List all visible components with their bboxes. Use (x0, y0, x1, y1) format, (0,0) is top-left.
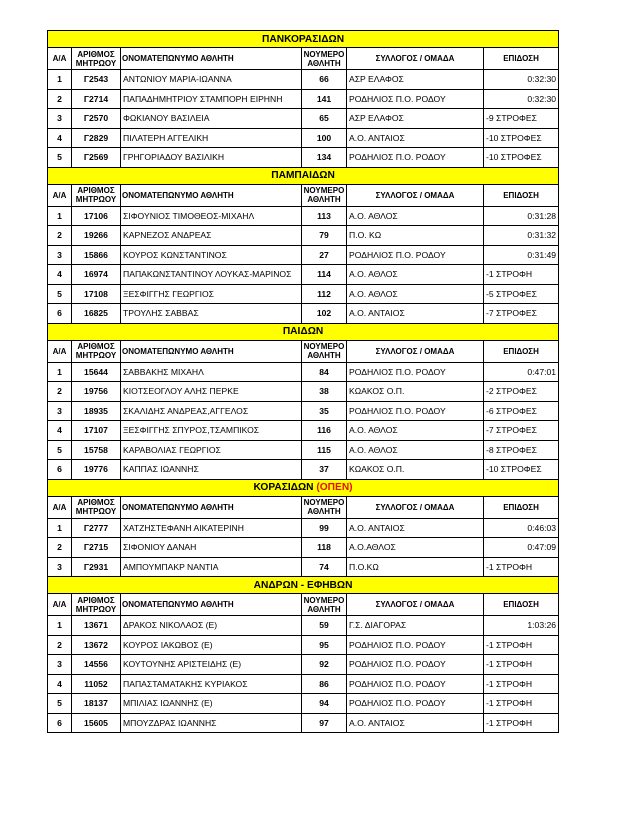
rank-cell: 3 (48, 245, 72, 265)
registry-cell: Γ2829 (72, 128, 121, 148)
club-cell: Α.Ο. ΑΘΛΟΣ (347, 284, 484, 304)
club-cell: Π.Ο.ΚΩ (347, 557, 484, 577)
performance-cell: -8 ΣΤΡΟΦΕΣ (484, 440, 559, 460)
header-club: ΣΥΛΛΟΓΟΣ / ΟΜΑΔΑ (347, 48, 484, 70)
bib-number-cell: 84 (302, 362, 347, 382)
athlete-name-cell: ΚΟΥΡΟΣ ΙΑΚΩΒΟΣ (Ε) (121, 635, 302, 655)
registry-cell: Γ2543 (72, 70, 121, 90)
performance-cell: 0:31:32 (484, 226, 559, 246)
club-cell: Α.Ο. ΑΝΤΑΙΟΣ (347, 304, 484, 324)
table-row (48, 89, 559, 109)
header-athlete-number: ΝΟΥΜΕΡΟ ΑΘΛΗΤΗ (302, 184, 347, 206)
club-cell: Α.Ο. ΑΘΛΟΣ (347, 265, 484, 285)
header-performance: ΕΠΙΔΟΣΗ (484, 184, 559, 206)
rank-cell: 5 (48, 440, 72, 460)
section-title-row (48, 577, 559, 594)
bib-number-cell: 65 (302, 109, 347, 129)
section-title-text: ΠΑΙΔΩΝ (282, 326, 324, 337)
header-athlete-name: ΟΝΟΜΑΤΕΠΩΝΥΜΟ ΑΘΛΗΤΗ (121, 594, 302, 616)
registry-cell: 19776 (72, 460, 121, 480)
registry-cell: 15758 (72, 440, 121, 460)
athlete-name-cell: ΧΑΤΖΗΣΤΕΦΑΝΗ ΑΙΚΑΤΕΡΙΝΗ (121, 518, 302, 538)
club-cell: Α.Ο. ΑΘΛΟΣ (347, 421, 484, 441)
table-row (48, 226, 559, 246)
section-title-row (48, 323, 559, 340)
header-club: ΣΥΛΛΟΓΟΣ / ΟΜΑΔΑ (347, 594, 484, 616)
athlete-name-cell: ΜΠΙΛΙΑΣ ΙΩΑΝΝΗΣ (Ε) (121, 694, 302, 714)
section-title-text: ΠΑΜΠΑΙΔΩΝ (271, 170, 335, 181)
athlete-name-cell: ΔΡΑΚΟΣ ΝΙΚΟΛΑΟΣ (Ε) (121, 616, 302, 636)
section-title-row (48, 31, 559, 48)
table-row (48, 304, 559, 324)
performance-cell: 0:47:01 (484, 362, 559, 382)
rank-cell: 6 (48, 460, 72, 480)
bib-number-cell: 116 (302, 421, 347, 441)
athlete-name-cell: ΚΟΥΡΟΣ ΚΩΝΣΤΑΝΤΙΝΟΣ (121, 245, 302, 265)
table-row (48, 148, 559, 168)
header-athlete-number: ΝΟΥΜΕΡΟ ΑΘΛΗΤΗ (302, 594, 347, 616)
performance-cell: 0:32:30 (484, 70, 559, 90)
club-cell: ΡΟΔΗΛΙΟΣ Π.Ο. ΡΟΔΟΥ (347, 362, 484, 382)
table-row (48, 382, 559, 402)
registry-cell: 15866 (72, 245, 121, 265)
bib-number-cell: 113 (302, 206, 347, 226)
column-header-row (48, 340, 559, 362)
club-cell: ΡΟΔΗΛΙΟΣ Π.Ο. ΡΟΔΟΥ (347, 674, 484, 694)
column-header-row (48, 184, 559, 206)
bib-number-cell: 92 (302, 655, 347, 675)
bib-number-cell: 74 (302, 557, 347, 577)
athlete-name-cell: ΑΝΤΩΝΙΟΥ ΜΑΡΙΑ-ΙΩΑΝΝΑ (121, 70, 302, 90)
performance-cell: 0:46:03 (484, 518, 559, 538)
club-cell: Α.Ο. ΑΝΤΑΙΟΣ (347, 128, 484, 148)
rank-cell: 2 (48, 538, 72, 558)
rank-cell: 5 (48, 148, 72, 168)
table-row (48, 128, 559, 148)
table-row (48, 694, 559, 714)
header-aa: Α/Α (48, 48, 72, 70)
column-header-row (48, 594, 559, 616)
performance-cell: -6 ΣΤΡΟΦΕΣ (484, 401, 559, 421)
table-row (48, 635, 559, 655)
performance-cell: 0:31:28 (484, 206, 559, 226)
athlete-name-cell: ΠΑΠΑΔΗΜΗΤΡΙΟΥ ΣΤΑΜΠΟΡΗ ΕΙΡΗΝΗ (121, 89, 302, 109)
registry-cell: 15644 (72, 362, 121, 382)
results-body (48, 31, 559, 733)
bib-number-cell: 100 (302, 128, 347, 148)
registry-cell: 16825 (72, 304, 121, 324)
table-row (48, 284, 559, 304)
registry-cell: 17106 (72, 206, 121, 226)
results-table (47, 30, 559, 733)
rank-cell: 1 (48, 362, 72, 382)
bib-number-cell: 66 (302, 70, 347, 90)
athlete-name-cell: ΚΑΡΑΒΟΛΙΑΣ ΓΕΩΡΓΙΟΣ (121, 440, 302, 460)
header-athlete-number: ΝΟΥΜΕΡΟ ΑΘΛΗΤΗ (302, 496, 347, 518)
athlete-name-cell: ΚΑΡΝΕΖΟΣ ΑΝΔΡΕΑΣ (121, 226, 302, 246)
section-title (48, 31, 559, 48)
performance-cell: -10 ΣΤΡΟΦΕΣ (484, 460, 559, 480)
table-row (48, 655, 559, 675)
header-athlete-number: ΝΟΥΜΕΡΟ ΑΘΛΗΤΗ (302, 48, 347, 70)
section-title-row (48, 167, 559, 184)
club-cell: Α.Ο. ΑΘΛΟΣ (347, 440, 484, 460)
header-athlete-number: ΝΟΥΜΕΡΟ ΑΘΛΗΤΗ (302, 340, 347, 362)
registry-cell: Γ2570 (72, 109, 121, 129)
club-cell: ΚΩΑΚΟΣ Ο.Π. (347, 460, 484, 480)
table-row (48, 70, 559, 90)
athlete-name-cell: ΠΙΛΑΤΕΡΗ ΑΓΓΕΛΙΚΗ (121, 128, 302, 148)
bib-number-cell: 38 (302, 382, 347, 402)
registry-cell: Γ2931 (72, 557, 121, 577)
athlete-name-cell: ΑΜΠΟΥΜΠΑΚΡ ΝΑΝΤΙΑ (121, 557, 302, 577)
club-cell: ΡΟΔΗΛΙΟΣ Π.Ο. ΡΟΔΟΥ (347, 89, 484, 109)
registry-cell: 11052 (72, 674, 121, 694)
bib-number-cell: 99 (302, 518, 347, 538)
header-aa: Α/Α (48, 340, 72, 362)
bib-number-cell: 134 (302, 148, 347, 168)
rank-cell: 4 (48, 265, 72, 285)
section-title (48, 323, 559, 340)
rank-cell: 3 (48, 109, 72, 129)
athlete-name-cell: ΤΡΟΥΛΗΣ ΣΑΒΒΑΣ (121, 304, 302, 324)
rank-cell: 3 (48, 557, 72, 577)
header-performance: ΕΠΙΔΟΣΗ (484, 340, 559, 362)
bib-number-cell: 79 (302, 226, 347, 246)
registry-cell: 18137 (72, 694, 121, 714)
section-title (48, 479, 559, 496)
table-row (48, 440, 559, 460)
section-title-text: ΠΑΝΚΟΡΑΣΙΔΩΝ (262, 33, 345, 45)
section-title (48, 167, 559, 184)
club-cell: ΡΟΔΗΛΙΟΣ Π.Ο. ΡΟΔΟΥ (347, 148, 484, 168)
header-athlete-name: ΟΝΟΜΑΤΕΠΩΝΥΜΟ ΑΘΛΗΤΗ (121, 48, 302, 70)
rank-cell: 2 (48, 382, 72, 402)
table-row (48, 674, 559, 694)
rank-cell: 6 (48, 713, 72, 733)
athlete-name-cell: ΣΙΦΟΝΙΟΥ ΔΑΝΑΗ (121, 538, 302, 558)
performance-cell: 1:03:26 (484, 616, 559, 636)
club-cell: ΡΟΔΗΛΙΟΣ Π.Ο. ΡΟΔΟΥ (347, 245, 484, 265)
club-cell: ΑΣΡ ΕΛΑΦΟΣ (347, 109, 484, 129)
registry-cell: 13671 (72, 616, 121, 636)
table-row (48, 245, 559, 265)
table-row (48, 538, 559, 558)
rank-cell: 4 (48, 421, 72, 441)
results-document (47, 30, 558, 733)
registry-cell: 19266 (72, 226, 121, 246)
bib-number-cell: 86 (302, 674, 347, 694)
athlete-name-cell: ΚΙΟΤΣΕΟΓΛΟΥ ΑΛΗΣ ΠΕΡΚΕ (121, 382, 302, 402)
table-row (48, 401, 559, 421)
bib-number-cell: 94 (302, 694, 347, 714)
club-cell: Π.Ο. ΚΩ (347, 226, 484, 246)
club-cell: Α.Ο. ΑΘΛΟΣ (347, 206, 484, 226)
section-title (48, 577, 559, 594)
rank-cell: 2 (48, 89, 72, 109)
rank-cell: 4 (48, 674, 72, 694)
bib-number-cell: 95 (302, 635, 347, 655)
rank-cell: 3 (48, 401, 72, 421)
athlete-name-cell: ΦΩΚΙΑΝΟΥ ΒΑΣΙΛΕΙΑ (121, 109, 302, 129)
table-row (48, 265, 559, 285)
performance-cell: -2 ΣΤΡΟΦΕΣ (484, 382, 559, 402)
club-cell: Α.Ο. ΑΝΤΑΙΟΣ (347, 518, 484, 538)
athlete-name-cell: ΚΑΠΠΑΣ ΙΩΑΝΝΗΣ (121, 460, 302, 480)
performance-cell: 0:31:49 (484, 245, 559, 265)
section-title-open-tag: (ΟΠΕΝ) (316, 482, 353, 493)
registry-cell: 14556 (72, 655, 121, 675)
registry-cell: 13672 (72, 635, 121, 655)
performance-cell: -1 ΣΤΡΟΦΗ (484, 713, 559, 733)
bib-number-cell: 59 (302, 616, 347, 636)
table-row (48, 206, 559, 226)
header-performance: ΕΠΙΔΟΣΗ (484, 496, 559, 518)
performance-cell: -1 ΣΤΡΟΦΗ (484, 635, 559, 655)
performance-cell: -7 ΣΤΡΟΦΕΣ (484, 304, 559, 324)
table-row (48, 557, 559, 577)
rank-cell: 1 (48, 70, 72, 90)
performance-cell: -5 ΣΤΡΟΦΕΣ (484, 284, 559, 304)
table-row (48, 616, 559, 636)
athlete-name-cell: ΠΑΠΑΚΩΝΣΤΑΝΤΙΝΟΥ ΛΟΥΚΑΣ-ΜΑΡΙΝΟΣ (121, 265, 302, 285)
performance-cell: 0:32:30 (484, 89, 559, 109)
section-title-text: ΑΝΔΡΩΝ - ΕΦΗΒΩΝ (253, 579, 353, 591)
registry-cell: 15605 (72, 713, 121, 733)
registry-cell: 19756 (72, 382, 121, 402)
performance-cell: -1 ΣΤΡΟΦΗ (484, 674, 559, 694)
performance-cell: -10 ΣΤΡΟΦΕΣ (484, 128, 559, 148)
bib-number-cell: 102 (302, 304, 347, 324)
club-cell: Γ.Σ. ΔΙΑΓΟΡΑΣ (347, 616, 484, 636)
club-cell: ΡΟΔΗΛΙΟΣ Π.Ο. ΡΟΔΟΥ (347, 655, 484, 675)
club-cell: ΡΟΔΗΛΙΟΣ Π.Ο. ΡΟΔΟΥ (347, 694, 484, 714)
registry-cell: Γ2569 (72, 148, 121, 168)
performance-cell: -7 ΣΤΡΟΦΕΣ (484, 421, 559, 441)
bib-number-cell: 115 (302, 440, 347, 460)
athlete-name-cell: ΞΕΣΦΙΓΓΗΣ ΓΕΩΡΓΙΟΣ (121, 284, 302, 304)
rank-cell: 3 (48, 655, 72, 675)
athlete-name-cell: ΠΑΠΑΣΤΑΜΑΤΑΚΗΣ ΚΥΡΙΑΚΟΣ (121, 674, 302, 694)
header-aa: Α/Α (48, 496, 72, 518)
athlete-name-cell: ΚΟΥΤΟΥΝΗΣ ΑΡΙΣΤΕΙΔΗΣ (Ε) (121, 655, 302, 675)
performance-cell: 0:47:09 (484, 538, 559, 558)
registry-cell: Γ2777 (72, 518, 121, 538)
registry-cell: 18935 (72, 401, 121, 421)
performance-cell: -1 ΣΤΡΟΦΗ (484, 655, 559, 675)
rank-cell: 1 (48, 518, 72, 538)
registry-cell: 17108 (72, 284, 121, 304)
rank-cell: 5 (48, 284, 72, 304)
table-row (48, 460, 559, 480)
athlete-name-cell: ΓΡΗΓΟΡΙΑΔΟΥ ΒΑΣΙΛΙΚΗ (121, 148, 302, 168)
header-club: ΣΥΛΛΟΓΟΣ / ΟΜΑΔΑ (347, 340, 484, 362)
bib-number-cell: 27 (302, 245, 347, 265)
bib-number-cell: 141 (302, 89, 347, 109)
club-cell: ΡΟΔΗΛΙΟΣ Π.Ο. ΡΟΔΟΥ (347, 635, 484, 655)
header-athlete-name: ΟΝΟΜΑΤΕΠΩΝΥΜΟ ΑΘΛΗΤΗ (121, 340, 302, 362)
club-cell: ΡΟΔΗΛΙΟΣ Π.Ο. ΡΟΔΟΥ (347, 401, 484, 421)
bib-number-cell: 97 (302, 713, 347, 733)
header-registry-number: ΑΡΙΘΜΟΣ ΜΗΤΡΩΟΥ (72, 184, 121, 206)
bib-number-cell: 37 (302, 460, 347, 480)
rank-cell: 4 (48, 128, 72, 148)
header-athlete-name: ΟΝΟΜΑΤΕΠΩΝΥΜΟ ΑΘΛΗΤΗ (121, 184, 302, 206)
header-club: ΣΥΛΛΟΓΟΣ / ΟΜΑΔΑ (347, 496, 484, 518)
registry-cell: Γ2714 (72, 89, 121, 109)
rank-cell: 2 (48, 635, 72, 655)
column-header-row (48, 496, 559, 518)
athlete-name-cell: ΣΑΒΒΑΚΗΣ ΜΙΧΑΗΛ (121, 362, 302, 382)
performance-cell: -9 ΣΤΡΟΦΕΣ (484, 109, 559, 129)
header-athlete-name: ΟΝΟΜΑΤΕΠΩΝΥΜΟ ΑΘΛΗΤΗ (121, 496, 302, 518)
table-row (48, 421, 559, 441)
athlete-name-cell: ΣΙΦΟΥΝΙΟΣ ΤΙΜΟΘΕΟΣ-ΜΙΧΑΗΛ (121, 206, 302, 226)
bib-number-cell: 118 (302, 538, 347, 558)
header-registry-number: ΑΡΙΘΜΟΣ ΜΗΤΡΩΟΥ (72, 496, 121, 518)
registry-cell: 16974 (72, 265, 121, 285)
rank-cell: 2 (48, 226, 72, 246)
header-aa: Α/Α (48, 184, 72, 206)
registry-cell: Γ2715 (72, 538, 121, 558)
performance-cell: -1 ΣΤΡΟΦΗ (484, 265, 559, 285)
athlete-name-cell: ΜΠΟΥΖΔΡΑΣ ΙΩΑΝΝΗΣ (121, 713, 302, 733)
header-performance: ΕΠΙΔΟΣΗ (484, 48, 559, 70)
club-cell: ΑΣΡ ΕΛΑΦΟΣ (347, 70, 484, 90)
header-performance: ΕΠΙΔΟΣΗ (484, 594, 559, 616)
header-registry-number: ΑΡΙΘΜΟΣ ΜΗΤΡΩΟΥ (72, 340, 121, 362)
club-cell: Α.Ο. ΑΝΤΑΙΟΣ (347, 713, 484, 733)
bib-number-cell: 35 (302, 401, 347, 421)
performance-cell: -1 ΣΤΡΟΦΗ (484, 694, 559, 714)
header-registry-number: ΑΡΙΘΜΟΣ ΜΗΤΡΩΟΥ (72, 594, 121, 616)
header-club: ΣΥΛΛΟΓΟΣ / ΟΜΑΔΑ (347, 184, 484, 206)
header-registry-number: ΑΡΙΘΜΟΣ ΜΗΤΡΩΟΥ (72, 48, 121, 70)
rank-cell: 1 (48, 616, 72, 636)
table-row (48, 362, 559, 382)
table-row (48, 713, 559, 733)
section-title-text: ΚΟΡΑΣΙΔΩΝ (253, 482, 314, 493)
rank-cell: 6 (48, 304, 72, 324)
club-cell: Α.Ο.ΑΘΛΟΣ (347, 538, 484, 558)
table-row (48, 518, 559, 538)
registry-cell: 17107 (72, 421, 121, 441)
performance-cell: -1 ΣΤΡΟΦΗ (484, 557, 559, 577)
bib-number-cell: 114 (302, 265, 347, 285)
performance-cell: -10 ΣΤΡΟΦΕΣ (484, 148, 559, 168)
section-title-row (48, 479, 559, 496)
rank-cell: 5 (48, 694, 72, 714)
table-row (48, 109, 559, 129)
club-cell: ΚΩΑΚΟΣ Ο.Π. (347, 382, 484, 402)
athlete-name-cell: ΞΕΣΦΙΓΓΗΣ ΣΠΥΡΟΣ,ΤΣΑΜΠΙΚΟΣ (121, 421, 302, 441)
bib-number-cell: 112 (302, 284, 347, 304)
column-header-row (48, 48, 559, 70)
rank-cell: 1 (48, 206, 72, 226)
athlete-name-cell: ΣΚΑΛΙΔΗΣ ΑΝΔΡΕΑΣ,ΑΓΓΕΛΟΣ (121, 401, 302, 421)
header-aa: Α/Α (48, 594, 72, 616)
